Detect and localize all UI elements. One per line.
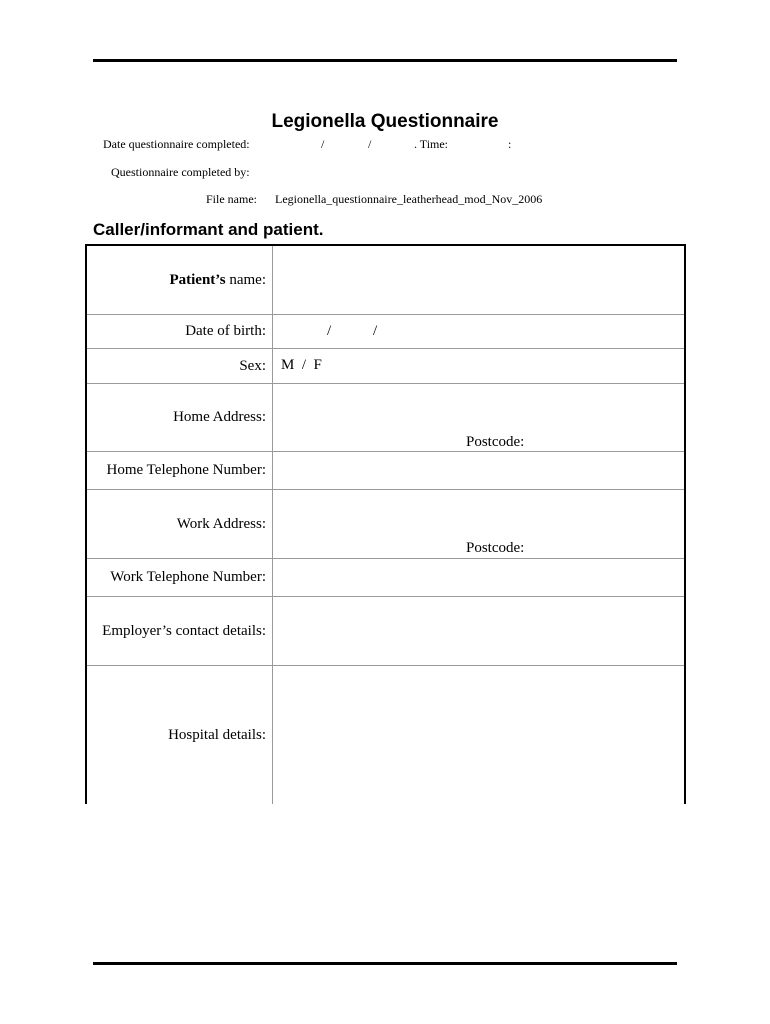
work-address-row [87, 490, 684, 559]
work-telephone-label: Work Telephone Number: [87, 559, 273, 596]
document-title: Legionella Questionnaire [271, 111, 499, 132]
date-of-birth-label: Date of birth: [87, 315, 273, 348]
section-heading: Caller/informant and patient. [93, 220, 324, 239]
dob-separator: / [327, 323, 332, 339]
home-address-row [87, 384, 684, 452]
home-address-label: Home Address: [87, 384, 273, 451]
date-separator: / [321, 137, 325, 151]
employer-contact-row [87, 597, 684, 666]
work-postcode-label: Postcode: [466, 540, 525, 556]
home-telephone-row [87, 452, 684, 490]
time-label: . Time: [414, 137, 449, 151]
work-telephone-row [87, 559, 684, 597]
date-of-birth-row [87, 315, 684, 349]
home-address-field[interactable] [273, 384, 684, 451]
time-separator: : [508, 137, 512, 151]
employer-contact-field[interactable] [273, 597, 684, 665]
patient-name-row [87, 246, 684, 315]
sex-field[interactable] [273, 349, 684, 383]
patient-name-label [87, 246, 273, 314]
dob-separator: / [373, 323, 378, 339]
home-postcode-label: Postcode: [466, 434, 525, 450]
hospital-details-label: Hospital details: [87, 666, 273, 804]
home-telephone-label: Home Telephone Number: [87, 452, 273, 489]
bottom-rule [93, 962, 677, 965]
date-of-birth-field[interactable] [273, 315, 684, 348]
employer-contact-label: Employer’s contact details: [87, 597, 273, 665]
sex-row [87, 349, 684, 384]
hospital-details-row [87, 666, 684, 804]
patient-details-table [85, 244, 686, 804]
file-name-label: File name: [206, 192, 257, 206]
home-telephone-field[interactable] [273, 452, 684, 489]
sex-options: M / F [281, 357, 322, 373]
sex-label: Sex: [87, 349, 273, 383]
patient-name-label-rest: name: [225, 271, 266, 288]
date-separator: / [368, 137, 372, 151]
top-rule [93, 59, 677, 62]
file-name-value: Legionella_questionnaire_leatherhead_mod_Nov_2006 [275, 192, 543, 206]
patient-name-field[interactable] [273, 246, 684, 314]
work-address-label: Work Address: [87, 490, 273, 558]
completed-by-label: Questionnaire completed by: [111, 165, 250, 179]
work-telephone-field[interactable] [273, 559, 684, 596]
patient-name-label-bold: Patient’s [169, 271, 226, 288]
hospital-details-field[interactable] [273, 666, 684, 804]
date-completed-label: Date questionnaire completed: [103, 137, 250, 151]
work-address-field[interactable] [273, 490, 684, 558]
